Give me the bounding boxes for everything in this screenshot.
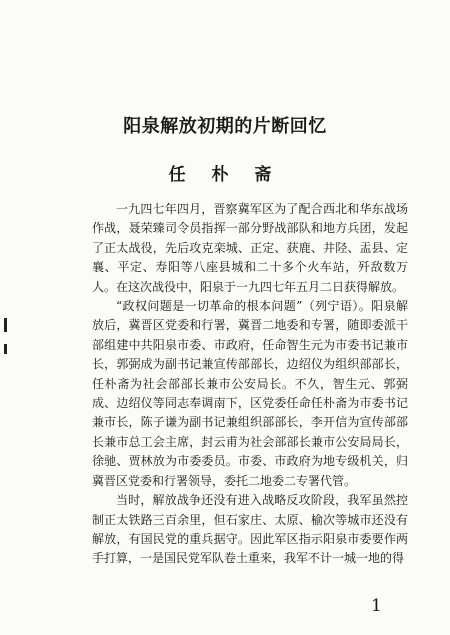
article-title: 阳泉解放初期的片断回忆 — [123, 116, 327, 137]
paragraph-3: 当时，解放战争还没有进入战略反攻阶段，我军虽然控制正太铁路三百余里，但石家庄、太原、榆次等城市还没有解放，有国民党的重兵据守。因此军区指示阳泉市委要作两手打算，一是国民党军队卷土重来，我军不计一城一地的得 — [92, 493, 408, 566]
scan-edge-mark — [4, 318, 7, 332]
page-number: 1 — [371, 596, 382, 616]
article-body — [92, 200, 408, 569]
paragraph-1: 一九四七年四月，晋察冀军区为了配合西北和华东战场作战，聂荣臻司令员指挥一部分野战部队和地方兵团，发起了正太战役，先后攻克栾城、正定、获鹿、井陉、盂县、定襄、平定、寿阳等八座县城和二十多个火车站，歼敌数万人。在这次战役中，阳泉于一九四七年五月二日获得解放。 — [92, 202, 408, 294]
author-name: 任 朴 斋 — [168, 165, 282, 185]
scan-edge-mark — [4, 344, 7, 354]
paragraph-2: “政权问题是一切革命的根本问题”（列宁语）。阳泉解放后，冀晋区党委和行署，冀晋二地委和专署，随即委派干部组建中共阳泉市委、市政府，任命智生元为市委书记兼市长，郭弼成为副书记兼宣传部部长，边绍仪为组织部部长，任朴斋为社会部部长兼市公安局长。不久，智生元、郭弼成、边绍仪等同志奉调南下，区党委任命任朴斋为市委书记兼市长，陈子谦为副书记兼组织部部长，李开信为宣传部部长兼市总工会主席，封云甫为社会部部长兼市公安局局长，徐驰、贾林放为市委委员。市委、市政府为地专级机关，归冀晋区党委和行署领导，委托二地委二专署代管。 — [92, 299, 408, 488]
